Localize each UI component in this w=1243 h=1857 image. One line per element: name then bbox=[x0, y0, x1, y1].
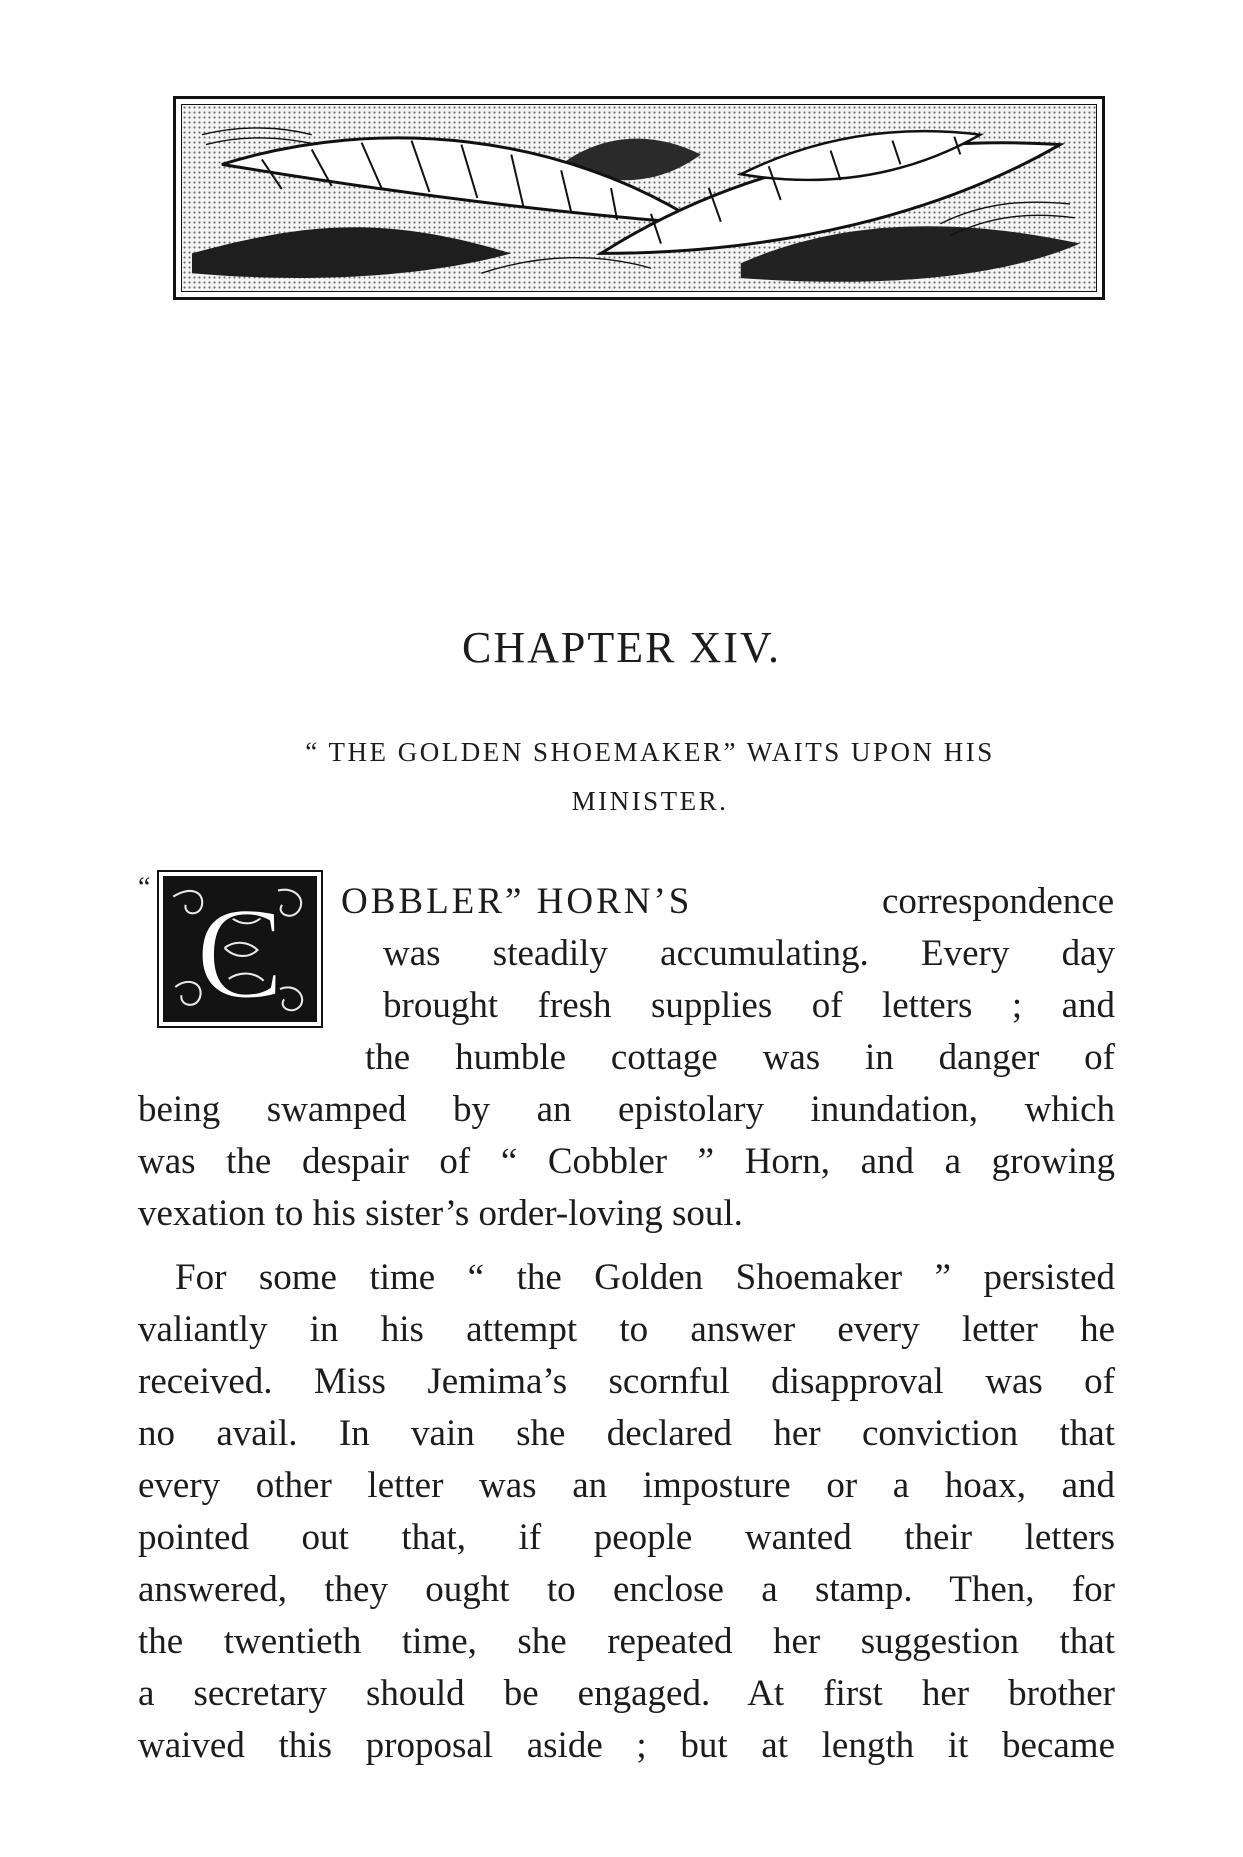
chapter-title: CHAPTER XIV. bbox=[461, 623, 781, 672]
chapter-subtitle bbox=[150, 728, 1150, 826]
opening-quote: “ bbox=[138, 872, 151, 903]
ornamental-letter-c-icon bbox=[163, 876, 317, 1022]
paragraph-first-line-caps: OBBLER” HORN’S bbox=[341, 881, 693, 922]
chapter-subtitle-line: “ THE GOLDEN SHOEMAKER” WAITS UPON HIS bbox=[305, 737, 995, 767]
fern-leaves-illustration-icon bbox=[181, 104, 1097, 292]
paragraph-line: pointed out that, if people wanted their letters bbox=[138, 1517, 1115, 1558]
paragraph-line: was steadily accumulating. Every day bbox=[383, 933, 1115, 974]
paragraph-line: no avail. In vain she declared her conviction that bbox=[138, 1413, 1115, 1454]
paragraph-line: received. Miss Jemima’s scornful disapproval was of bbox=[138, 1361, 1115, 1402]
paragraph-line: a secretary should be engaged. At first her brother bbox=[138, 1673, 1115, 1714]
paragraph-line: waived this proposal aside ; but at length it became bbox=[138, 1725, 1115, 1766]
chapter-subtitle-line: MINISTER. bbox=[571, 786, 729, 816]
drop-cap-letter: C bbox=[196, 881, 284, 1022]
paragraph-line: the twentieth time, she repeated her suggestion that bbox=[138, 1621, 1115, 1662]
paragraph-line: being swamped by an epistolary inundation, which bbox=[138, 1089, 1115, 1130]
drop-cap bbox=[157, 870, 323, 1028]
paragraph-line: was the despair of “ Cobbler ” Horn, and a growing bbox=[138, 1141, 1115, 1182]
paragraph-line: correspondence bbox=[882, 881, 1115, 922]
paragraph-line: answered, they ought to enclose a stamp. Then, for bbox=[138, 1569, 1115, 1610]
paragraph-line: the humble cottage was in danger of bbox=[365, 1037, 1115, 1078]
header-banner bbox=[173, 96, 1105, 300]
paragraph-line: vexation to his sister’s order-loving soul. bbox=[138, 1193, 743, 1234]
paragraph-line: valiantly in his attempt to answer every letter he bbox=[138, 1309, 1115, 1350]
paragraph-line: every other letter was an imposture or a hoax, and bbox=[138, 1465, 1115, 1506]
paragraph-line: brought fresh supplies of letters ; and bbox=[383, 985, 1115, 1026]
paragraph-line: For some time “ the Golden Shoemaker ” persisted bbox=[175, 1257, 1115, 1298]
